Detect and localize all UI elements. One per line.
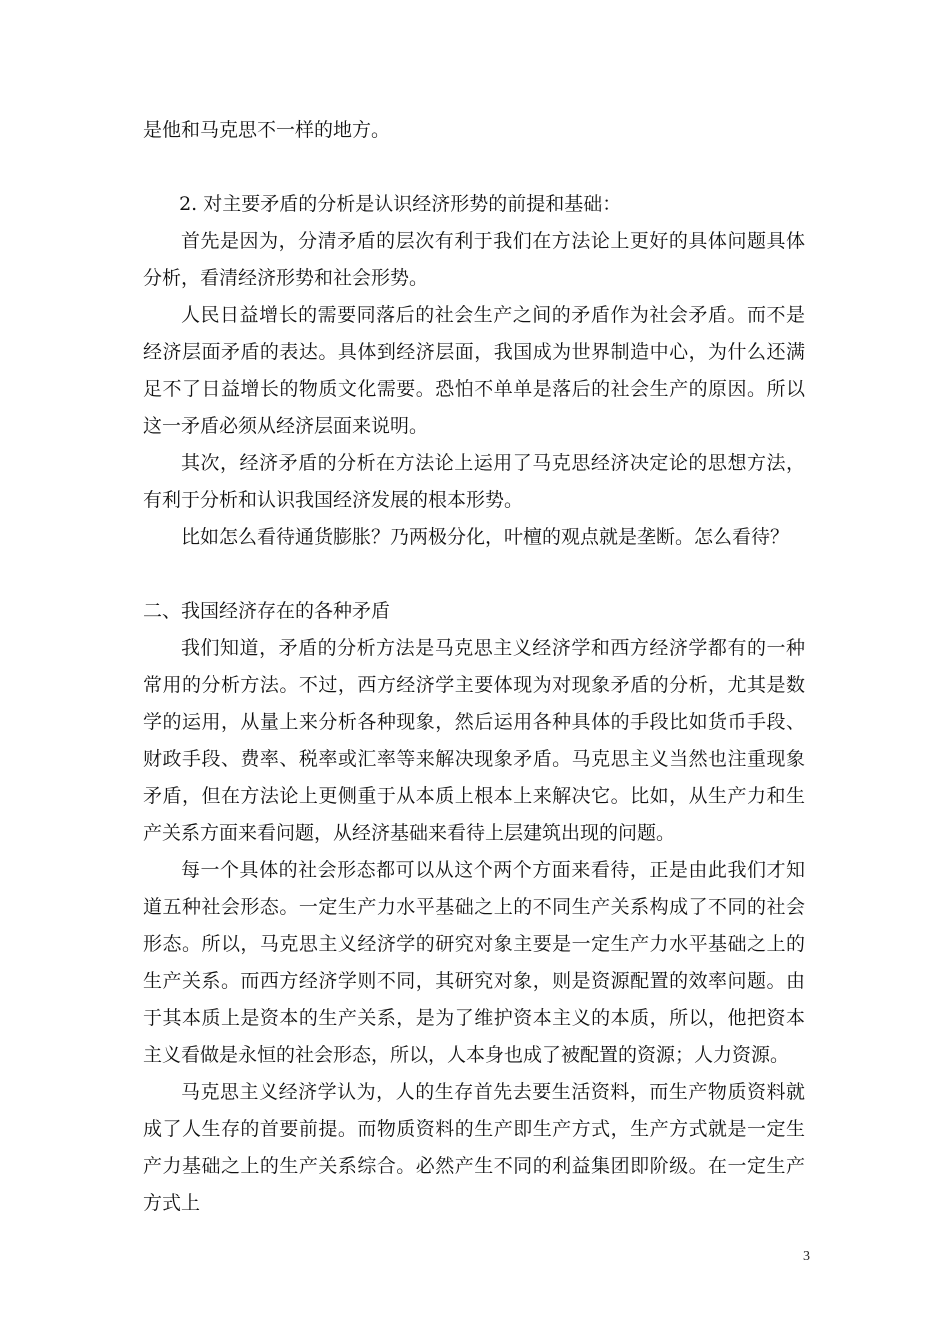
paragraph: 首先是因为，分清矛盾的层次有利于我们在方法论上更好的具体问题具体分析，看清经济形势和社会形势。 bbox=[143, 230, 805, 289]
paragraph-gap bbox=[143, 149, 805, 186]
paragraph: 每一个具体的社会形态都可以从这个两个方面来看待，正是由此我们才知道五种社会形态。一定生产力水平基础之上的不同生产关系构成了不同的社会形态。所以，马克思主义经济学的研究对象主要是一定生产力水平基础之上的生产关系。而西方经济学则不同，其研究对象，则是资源配置的效率问题。由于其本质上是资本的生产关系，是为了维护资本主义的本质，所以，他把资本主义看做是永恒的社会形态，所以，人本身也成了被配置的资源；人力资源。 bbox=[143, 859, 805, 1066]
paragraph: 马克思主义经济学认为，人的生存首先去要生活资料，而生产物质资料就成了人生存的首要前提。而物质资料的生产即生产方式，生产方式就是一定生产力基础之上的生产关系综合。必然产生不同的利益集团即阶级。在一定生产方式上 bbox=[143, 1081, 805, 1214]
paragraph: 人民日益增长的需要同落后的社会生产之间的矛盾作为社会矛盾。而不是经济层面矛盾的表达。具体到经济层面，我国成为世界制造中心，为什么还满足不了日益增长的物质文化需要。恐怕不单单是落后的社会生产的原因。所以这一矛盾必须从经济层面来说明。 bbox=[143, 304, 805, 437]
document-body bbox=[143, 112, 805, 1222]
page-number: 3 bbox=[803, 1249, 810, 1264]
section-heading: 二、我国经济存在的各种矛盾 bbox=[143, 600, 391, 622]
paragraph-gap bbox=[143, 556, 805, 593]
paragraph-continuation: 是他和马克思不一样的地方。 bbox=[143, 119, 391, 141]
numbered-heading: 2. 对主要矛盾的分析是认识经济形势的前提和基础： bbox=[179, 193, 622, 215]
paragraph: 我们知道，矛盾的分析方法是马克思主义经济学和西方经济学都有的一种常用的分析方法。不过，西方经济学主要体现为对现象矛盾的分析，尤其是数学的运用，从量上来分析各种现象，然后运用各种具体的手段比如货币手段、财政手段、费率、税率或汇率等来解决现象矛盾。马克思主义当然也注重现象矛盾，但在方法论上更侧重于从本质上根本上来解决它。比如，从生产力和生产关系方面来看问题，从经济基础来看待上层建筑出现的问题。 bbox=[143, 637, 805, 844]
paragraph: 比如怎么看待通货膨胀？乃两极分化，叶檀的观点就是垄断。怎么看待？ bbox=[181, 526, 790, 548]
paragraph: 其次，经济矛盾的分析在方法论上运用了马克思经济决定论的思想方法，有利于分析和认识我国经济发展的根本形势。 bbox=[143, 452, 805, 511]
